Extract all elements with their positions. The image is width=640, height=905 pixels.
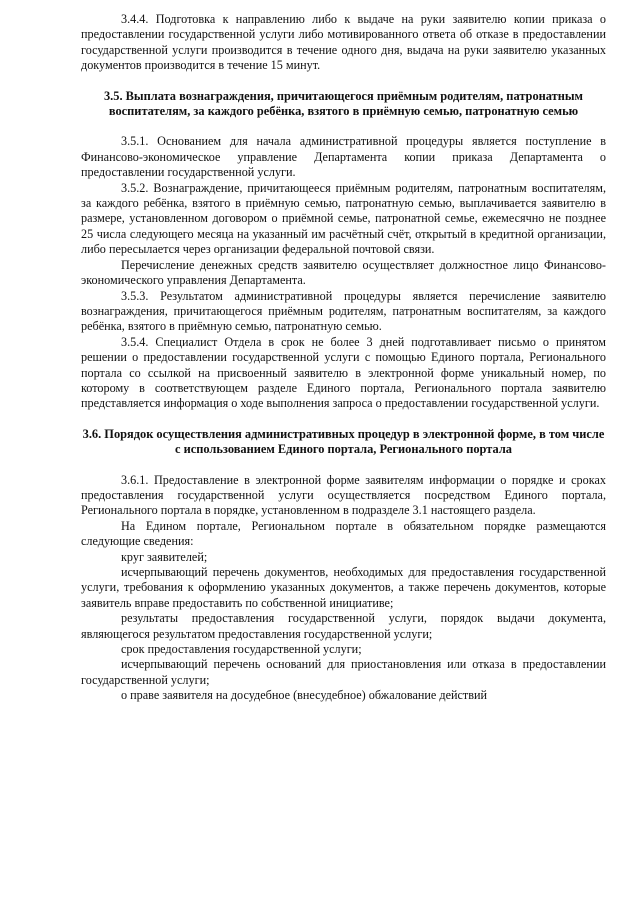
heading-3-5: 3.5. Выплата вознаграждения, причитающегося приёмным родителям, патронатным воспитателям, за каждого ребёнка, взятого в приёмную семью, патронатную семью (103, 88, 583, 119)
list-item: о праве заявителя на досудебное (внесудебное) обжалование действий (121, 688, 488, 703)
list-item: круг заявителей; (121, 549, 208, 564)
paragraph-3-4-4: 3.4.4. Подготовка к направлению либо к выдаче на руки заявителю копии приказа о предоставлении государственной услуги либо мотивированного ответа об отказе в предоставлении государственной услуги производится в течение одного дня, выдача на руки заявителю указанных документов производится в течение 15 минут. (81, 12, 606, 73)
paragraph-3-5-3: 3.5.3. Результатом административной процедуры является перечисление заявителю вознаграждения, причитающегося приёмным родителям, патронатным воспитателям, за каждого ребёнка, взятого в приёмную семью, патронатную семью. (81, 288, 606, 334)
paragraph-3-5-1: 3.5.1. Основанием для начала административной процедуры является поступление в Финансово-экономическое управление Департамента копии приказа Департамента о предоставлении государственной услуги. (81, 134, 606, 180)
list-item: результаты предоставления государственной услуги, порядок выдачи документа, являющегося результатом предоставления государственной услуги; (81, 611, 606, 641)
paragraph-3-5-2: 3.5.2. Вознаграждение, причитающееся приёмным родителям, патронатным воспитателям, за каждого ребёнка, взятого в приёмную семью, патронатную семью, выплачивается заявителю в размере, установленном договором о приёмной семье, патронатной семье, ежемесячно не позднее 25 числа следующего месяца на указанный им расчётный счёт, открытый в кредитной организации, либо пересылается через организации федеральной почтовой связи. (81, 180, 606, 257)
heading-3-6: 3.6. Порядок осуществления административных процедур в электронной форме, в том числе с использованием Единого портала, Регионального портала (82, 426, 605, 457)
list-item: срок предоставления государственной услуги; (121, 642, 362, 657)
list-item: исчерпывающий перечень оснований для приостановления или отказа в предоставлении государственной услуги; (81, 657, 606, 687)
paragraph-3-5-4: 3.5.4. Специалист Отдела в срок не более 3 дней подготавливает письмо о принятом решении о предоставлении государственной услуги с помощью Единого портала, Регионального портала со ссылкой на присвоенный заявителю в электронной форме уникальный номер, по которому в соответствующем разделе Единого портала, Регионального портала заявителю представляется информация о ходе выполнения запроса о предоставлении государственной услуги. (81, 334, 606, 411)
paragraph-portal-info: На Едином портале, Региональном портале в обязательном порядке размещаются следующие сведения: (81, 518, 606, 549)
paragraph-3-6-1: 3.6.1. Предоставление в электронной форме заявителям информации о порядке и сроках предоставления государственной услуги осуществляется посредством Единого портала, Регионального портала в порядке, установленном в подразделе 3.1 настоящего раздела. (81, 472, 606, 518)
list-item: исчерпывающий перечень документов, необходимых для предоставления государственной услуги, требования к оформлению указанных документов, а также перечень документов, которые заявитель вправе предоставить по собственной инициативе; (81, 565, 606, 610)
paragraph-transfer: Перечисление денежных средств заявителю осуществляет должностное лицо Финансово-экономического управления Департамента. (81, 257, 606, 288)
